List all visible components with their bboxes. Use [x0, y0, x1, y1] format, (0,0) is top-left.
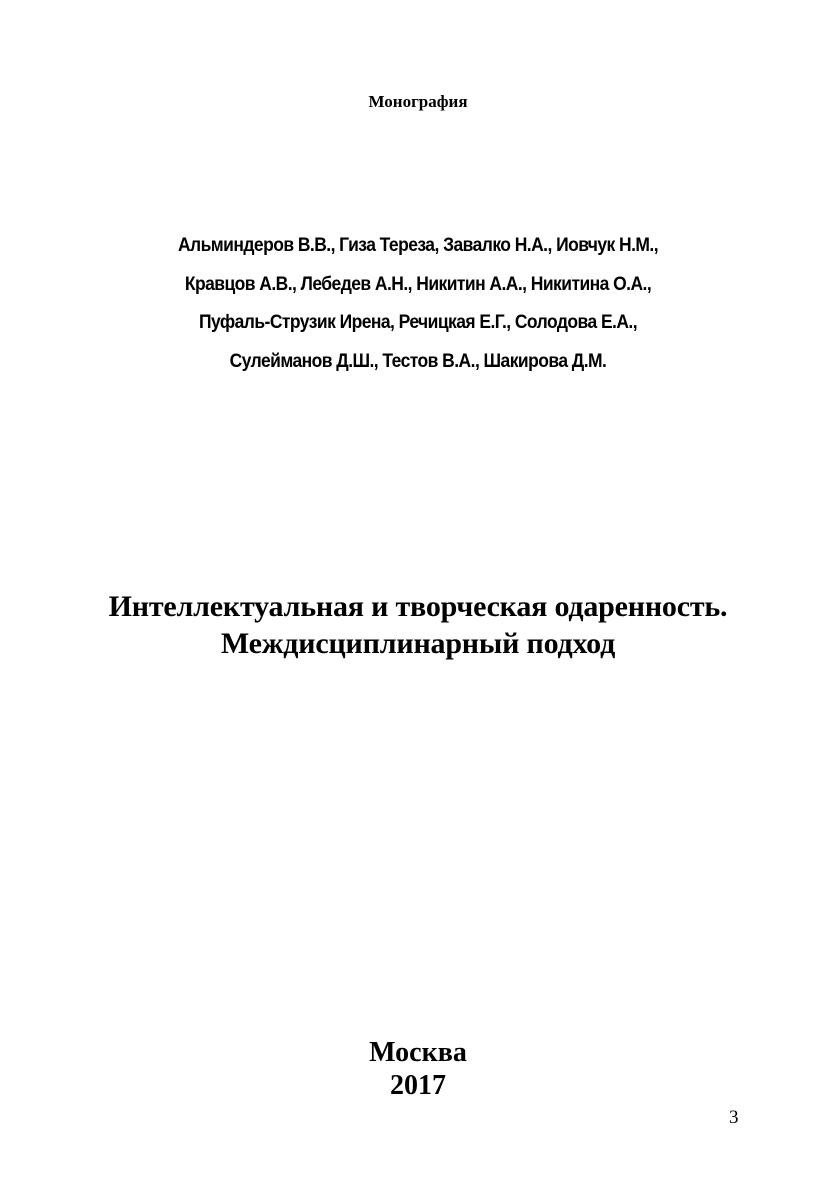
authors-line: Кравцов А.В., Лебедев А.Н., Никитин А.А., Никитина О.А., [184, 273, 652, 295]
imprint [0, 1036, 836, 1102]
authors-list [33, 227, 802, 381]
book-title [0, 588, 836, 662]
page-number: 3 [729, 1107, 739, 1128]
publication-year: 2017 [390, 1070, 446, 1101]
title-line: Интеллектуальная и творческая одаренность. [108, 590, 728, 623]
title-line: Междисциплинарный подход [220, 627, 616, 660]
authors-line: Сулейманов Д.Ш., Тестов В.А., Шакирова Д.М. [229, 350, 607, 372]
genre-label: Монография [368, 92, 468, 111]
publication-city: Москва [369, 1037, 467, 1068]
authors-line: Альминдеров В.В., Гиза Тереза, Завалко Н.А., Иовчук Н.М., [177, 235, 659, 256]
authors-line: Пуфаль-Струзик Ирена, Речицкая Е.Г., Солодова Е.А., [198, 312, 638, 333]
